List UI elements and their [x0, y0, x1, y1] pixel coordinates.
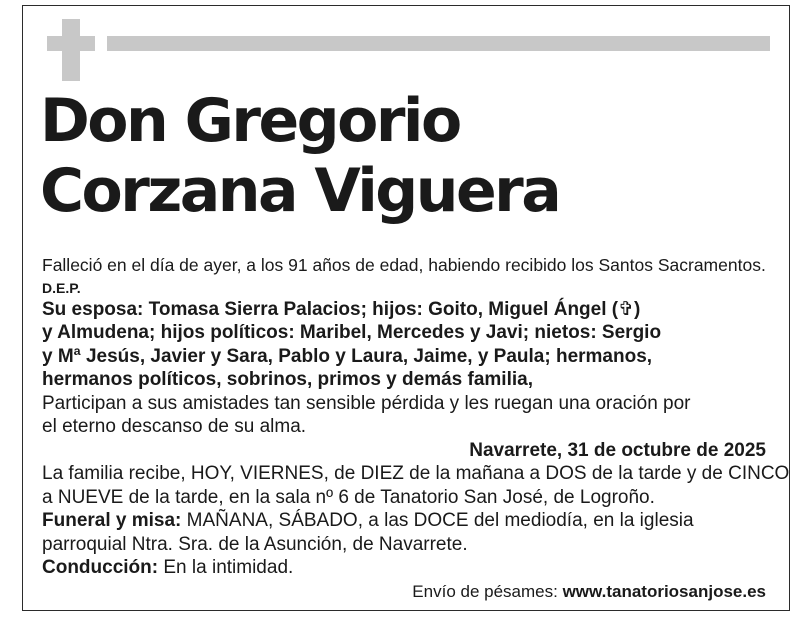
message-line-1: Participan a sus amistades tan sensible pérdida y les ruegan una oración por	[42, 392, 691, 414]
condolences-link[interactable]: www.tanatoriosanjose.es	[562, 582, 766, 601]
funeral-label: Funeral y misa:	[42, 510, 182, 531]
latin-cross-icon	[47, 19, 95, 81]
deceased-cross-icon: ✞	[618, 298, 635, 320]
conduction-text: En la intimidad.	[158, 557, 294, 578]
deceased-name	[40, 86, 559, 226]
family-line-1-text: Su esposa: Tomasa Sierra Palacios; hijos: Goito, Miguel Ángel (	[42, 298, 619, 320]
family-line-4: hermanos políticos, sobrinos, primos y demás familia,	[42, 369, 533, 390]
funeral-line-2: parroquial Ntra. Sra. de la Asunción, de Navarrete.	[42, 533, 468, 555]
dep-label: D.E.P.	[42, 279, 81, 296]
funeral-line-1	[42, 509, 772, 533]
family-line-1	[42, 298, 772, 322]
condolences-label: Envío de pésames:	[412, 582, 563, 601]
family-line-2: y Almudena; hijos políticos: Maribel, Mercedes y Javi; nietos: Sergio	[42, 322, 662, 343]
deceased-name-line2: Corzana Viguera	[40, 156, 560, 226]
death-notice-intro: Falleció en el día de ayer, a los 91 años de edad, habiendo recibido los Santos Sacramentos.	[42, 255, 766, 275]
obituary-body	[42, 254, 790, 580]
place-date: Navarrete, 31 de octubre de 2025	[469, 439, 766, 461]
conduction-line	[42, 556, 772, 580]
conduction-label: Conducción:	[42, 557, 159, 578]
condolences-footer	[412, 582, 766, 602]
visitation-line-1: La familia recibe, HOY, VIERNES, de DIEZ de la mañana a DOS de la tarde y de CINCO	[42, 463, 790, 484]
family-line-1-end: )	[634, 298, 641, 320]
family-line-3: y Mª Jesús, Javier y Sara, Pablo y Laura, Jaime, y Paula; hermanos,	[42, 345, 653, 367]
header-divider	[107, 36, 770, 51]
message-line-2: el eterno descanso de su alma.	[42, 416, 307, 437]
funeral-details: MAÑANA, SÁBADO, a las DOCE del mediodía, en la iglesia	[181, 510, 694, 531]
visitation-line-2: a NUEVE de la tarde, en la sala nº 6 de Tanatorio San José, de Logroño.	[42, 486, 655, 508]
deceased-name-line1: Don Gregorio	[40, 86, 460, 156]
cross-horizontal-bar	[47, 36, 95, 51]
